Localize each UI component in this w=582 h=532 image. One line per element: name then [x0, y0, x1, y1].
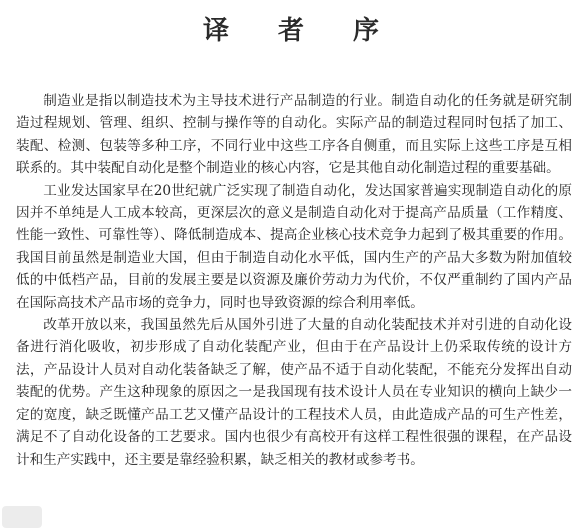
body-text: [16, 90, 572, 471]
paragraph-1: 制造业是指以制造技术为主导技术进行产品制造的行业。制造自动化的任务就是研究制造过程规划、管理、组织、控制与操作等的自动化。实际产品的制造过程同时包括了加工、装配、检测、包装等多种工序，不同行业中这些工序各自侧重，而且实际上这些工序是互相联系的。其中装配自动化是整个制造业的核心内容，它是其他自动化制造过程的重要基础。: [16, 93, 572, 177]
paragraph-2: 工业发达国家早在20世纪就广泛实现了制造自动化，发达国家普遍实现制造自动化的原因并不单纯是人工成本较高，更深层次的意义是制造自动化对于提高产品质量（工作精度、性能一致性、可靠性等）、降低制造成本、提高企业核心技术竞争力起到了极其重要的作用。我国目前虽然是制造业大国，但由于制造自动化水平低，国内生产的产品大多数为附加值较低的中低档产品，目前的发展主要是以资源及廉价劳动力为代价，不仅严重制约了国内产品在国际高技术产品市场的竞争力，同时也导致资源的综合利用率低。: [16, 182, 572, 311]
page-title: 译 者 序: [202, 16, 400, 46]
paragraph-3: 改革开放以来，我国虽然先后从国外引进了大量的自动化装配技术并对引进的自动化设备进行消化吸收，初步形成了自动化装配产业，但由于在产品设计上仍采取传统的设计方法，产品设计人员对自动化装备缺乏了解，使产品不适于自动化装配，不能充分发挥出自动装配的优势。产生这种现象的原因之一是我国现有技术设计人员在专业知识的横向上缺少一定的宽度，缺乏既懂产品工艺又懂产品设计的工程技术人员，由此造成产品的可生产性差，满足不了自动化设备的工艺要求。国内也很少有高校开有这样工程性很强的课程，在产品设计和生产实践中，还主要是靠经验积累，缺乏相关的教材或参考书。: [16, 317, 572, 468]
watermark-logo: [2, 506, 42, 528]
